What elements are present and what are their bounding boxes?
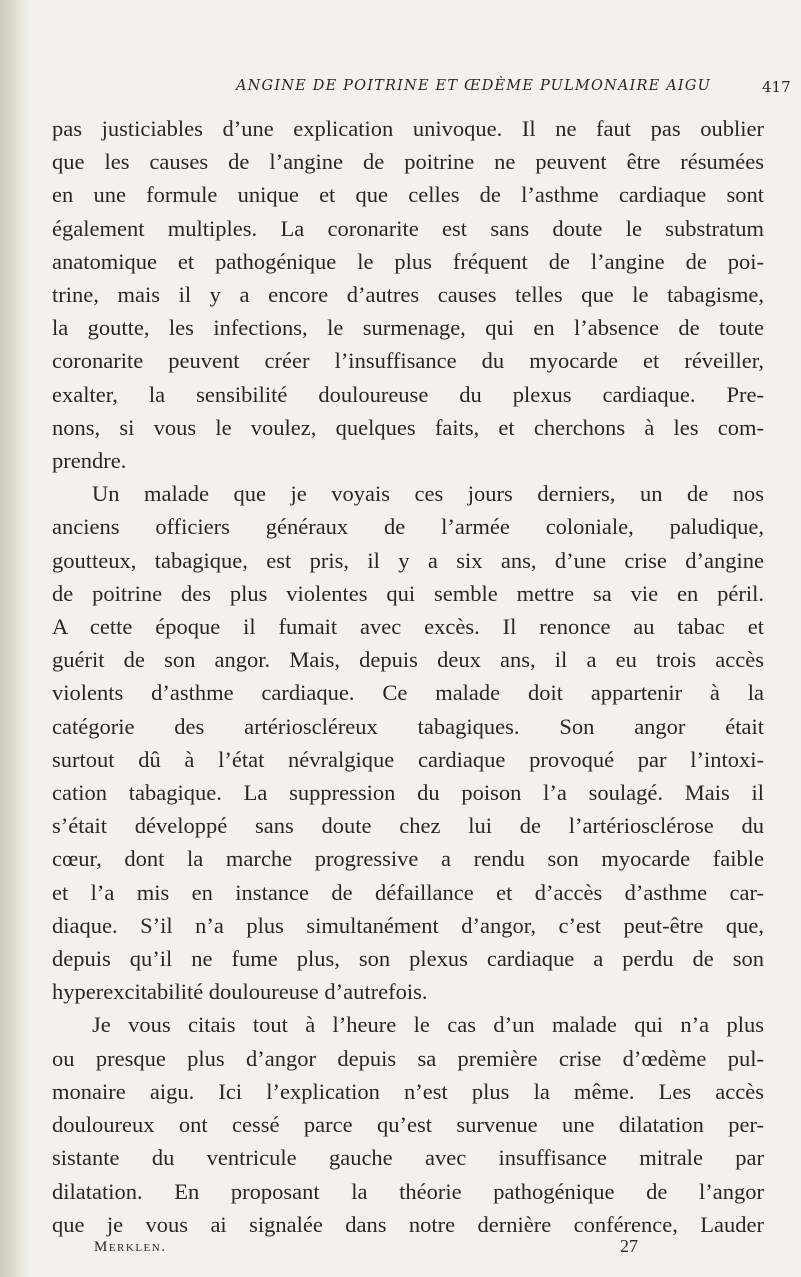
text-line: anatomique et pathogénique le plus fréquent de l’angine de poi-: [52, 248, 764, 274]
text-line: nons, si vous le voulez, quelques faits, et cherchons à les com-: [52, 414, 764, 440]
page-binding-shadow: [0, 0, 30, 1277]
text-line: hyperexcitabilité douloureuse d’autrefois.: [52, 979, 428, 1005]
text-line: que je vous ai signalée dans notre dernière conférence, Lauder: [52, 1211, 764, 1237]
text-line: s’était développé sans doute chez lui de l’artériosclérose du: [52, 813, 764, 839]
text-line: dilatation. En proposant la théorie pathogénique de l’angor: [52, 1178, 764, 1204]
text-line: et l’a mis en instance de défaillance et d’accès d’asthme car-: [52, 879, 764, 905]
text-line: ou presque plus d’angor depuis sa première crise d’œdème pul-: [52, 1045, 764, 1071]
text-line: monaire aigu. Ici l’explication n’est plus la même. Les accès: [52, 1078, 764, 1104]
text-line: également multiples. La coronarite est sans doute le substratum: [52, 215, 764, 241]
text-line: sistante du ventricule gauche avec insuffisance mitrale par: [52, 1145, 764, 1171]
text-line: cation tabagique. La suppression du poison l’a soulagé. Mais il: [52, 780, 764, 806]
text-line: que les causes de l’angine de poitrine ne peuvent être résumées: [52, 149, 764, 175]
page-footer: [94, 1238, 714, 1256]
text-line: anciens officiers généraux de l’armée coloniale, paludique,: [52, 514, 764, 540]
text-line: douloureux ont cessé parce qu’est survenue une dilatation per-: [52, 1112, 764, 1138]
text-line: exalter, la sensibilité douloureuse du plexus cardiaque. Pre-: [52, 381, 764, 407]
text-line: diaque. S’il n’a plus simultanément d’angor, c’est peut-être que,: [52, 912, 764, 938]
text-line: en une formule unique et que celles de l’asthme cardiaque sont: [52, 182, 764, 208]
text-line: depuis qu’il ne fume plus, son plexus cardiaque a perdu de son: [52, 946, 764, 972]
text-line: goutteux, tabagique, est pris, il y a six ans, d’une crise d’angine: [52, 547, 764, 573]
text-line: catégorie des artérioscléreux tabagiques. Son angor était: [52, 713, 764, 739]
text-line: la goutte, les infections, le surmenage, qui en l’absence de toute: [52, 315, 764, 341]
text-line: Je vous citais tout à l’heure le cas d’un malade qui n’a plus: [92, 1012, 764, 1038]
signature-mark: 27: [620, 1236, 638, 1256]
text-line: guérit de son angor. Mais, depuis deux ans, il a eu trois accès: [52, 647, 764, 673]
text-line: pas justiciables d’une explication univoque. Il ne faut pas oublier: [52, 116, 764, 141]
text-line: trine, mais il y a encore d’autres causes telles que le tabagisme,: [52, 282, 764, 308]
text-line: prendre.: [52, 448, 127, 474]
text-line: surtout dû à l’état névralgique cardiaque provoqué par l’intoxi-: [52, 746, 764, 772]
text-line: coronarite peuvent créer l’insuffisance du myocarde et réveiller,: [52, 348, 764, 374]
text-line: de poitrine des plus violentes qui semble mettre sa vie en péril.: [52, 580, 764, 606]
text-line: violents d’asthme cardiaque. Ce malade doit appartenir à la: [52, 680, 764, 706]
body-text: [52, 112, 764, 1241]
page-number: 417: [762, 78, 791, 96]
running-title: ANGINE DE POITRINE ET ŒDÈME PULMONAIRE AIGU: [236, 78, 712, 94]
author-name: Merklen.: [94, 1239, 167, 1255]
text-line: Un malade que je voyais ces jours derniers, un de nos: [92, 481, 764, 507]
text-line: A cette époque il fumait avec excès. Il renonce au tabac et: [52, 614, 764, 640]
text-line: cœur, dont la marche progressive a rendu son myocarde faible: [52, 846, 764, 872]
